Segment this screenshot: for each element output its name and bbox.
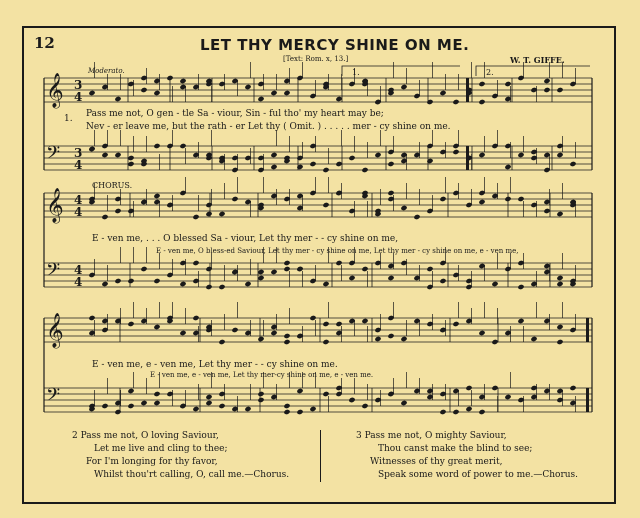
note-head: [400, 400, 407, 406]
note-head: [452, 409, 459, 415]
note-head: [205, 284, 212, 290]
note-head: [244, 406, 251, 412]
note-head: [127, 278, 134, 284]
note-head: [166, 75, 173, 81]
chorus-alto-lyric-2: E - ven me, e - ven me, Let thy mer-cy shine on me, e - ven me.: [150, 371, 374, 379]
chorus-label: CHORUS.: [92, 181, 133, 190]
time-signature-bottom: 4: [74, 90, 83, 104]
note-head: [478, 330, 485, 336]
note-head: [400, 84, 407, 90]
note-head: [257, 269, 264, 275]
note-head: [218, 211, 225, 217]
note-head: [257, 96, 264, 102]
verse-2: [72, 430, 289, 482]
note-head: [114, 96, 121, 102]
note-head: [491, 281, 498, 287]
final-bar: [586, 318, 589, 342]
note-head: [270, 152, 277, 158]
note-head: [426, 158, 433, 164]
note-head: [452, 99, 459, 105]
hymn-title: LET THY MERCY SHINE ON ME.: [200, 36, 470, 54]
note-head: [296, 409, 303, 415]
note-head: [478, 152, 485, 158]
note-head: [153, 324, 160, 330]
note-head: [556, 339, 563, 345]
note-head: [270, 269, 277, 275]
note-head: [270, 90, 277, 96]
note-head: [205, 211, 212, 217]
lyric-line-1b: Nev - er leave me, but the rath - er Let thy ( Omit. ) . . . . . mer - cy shine on me.: [86, 122, 451, 132]
note-head: [114, 152, 121, 158]
note-head: [192, 260, 199, 266]
note-head: [257, 397, 264, 403]
note-head: [231, 196, 238, 202]
note-head: [374, 152, 381, 158]
treble-clef: 𝄞: [46, 188, 64, 223]
note-head: [439, 409, 446, 415]
note-head: [127, 403, 134, 409]
note-head: [556, 87, 563, 93]
note-head: [361, 318, 368, 324]
bass-clef: 𝄢: [46, 143, 61, 168]
note-head: [283, 90, 290, 96]
note-head: [205, 394, 212, 400]
bass-clef: 𝄢: [46, 385, 61, 410]
lyric-line-1a: Pass me not, O gen - tle Sa - viour, Sin - ful tho' my heart may be;: [86, 109, 384, 119]
note-head: [335, 161, 342, 167]
note-head: [179, 78, 186, 84]
note-head: [335, 96, 342, 102]
note-head: [517, 152, 524, 158]
note-head: [283, 409, 290, 415]
final-bar: [586, 388, 589, 412]
note-head: [387, 161, 394, 167]
note-head: [452, 149, 459, 155]
note-head: [153, 391, 160, 397]
note-head: [478, 199, 485, 205]
note-head: [387, 333, 394, 339]
verse-3: [356, 430, 578, 482]
note-head: [387, 275, 394, 281]
note-head: [192, 315, 199, 321]
note-head: [504, 196, 511, 202]
verse-2-line-3: For I'm longing for thy favor,: [86, 457, 218, 467]
note-head: [413, 214, 420, 220]
treble-clef: 𝄞: [46, 73, 64, 108]
note-head: [478, 81, 485, 87]
verse-3-line-4: Speak some word of power to me.—Chorus.: [378, 470, 579, 480]
note-head: [543, 87, 550, 93]
note-head: [283, 339, 290, 345]
note-head: [153, 90, 160, 96]
note-head: [543, 78, 550, 84]
note-head: [426, 99, 433, 105]
note-head: [517, 284, 524, 290]
note-head: [322, 339, 329, 345]
time-signature-bottom: 4: [74, 205, 83, 219]
verse-3-line-1: Pass me not, O mighty Saviour,: [364, 431, 507, 441]
note-head: [569, 385, 576, 391]
note-head: [270, 164, 277, 170]
note-head: [556, 275, 563, 281]
note-head: [257, 336, 264, 342]
note-head: [374, 336, 381, 342]
note-head: [322, 321, 329, 327]
note-head: [309, 406, 316, 412]
scripture-reference: [Text: Rom. x, 13.]: [283, 55, 349, 63]
note-head: [309, 161, 316, 167]
note-head: [504, 164, 511, 170]
treble-clef: 𝄞: [46, 313, 64, 348]
second-ending-label: 2.: [486, 68, 494, 77]
note-head: [517, 318, 524, 324]
note-head: [556, 281, 563, 287]
note-head: [296, 388, 303, 394]
note-head: [88, 90, 95, 96]
note-head: [400, 205, 407, 211]
note-head: [504, 394, 511, 400]
note-head: [322, 281, 329, 287]
verse-3-number: 3: [356, 431, 362, 441]
time-signature-top: 3: [74, 146, 83, 160]
note-head: [556, 324, 563, 330]
note-head: [127, 321, 134, 327]
note-head: [257, 275, 264, 281]
note-head: [127, 161, 134, 167]
note-head: [192, 214, 199, 220]
verse-2-line-1: Pass me not, O loving Saviour,: [80, 431, 219, 441]
note-head: [114, 409, 121, 415]
note-head: [127, 155, 134, 161]
verse-number: 1.: [64, 114, 73, 124]
chorus-lyric-2: E - ven me, e - ven me, Let thy mer - - cy shine on me.: [92, 360, 338, 370]
note-head: [218, 339, 225, 345]
note-head: [140, 266, 147, 272]
note-head: [101, 152, 108, 158]
note-head: [153, 143, 160, 149]
note-head: [257, 391, 264, 397]
chorus-alto-lyric-1: E - ven me, O bless-ed Saviour, Let thy mer - cy shine on me, Let thy mer - cy shine on me, e - ven me,: [156, 247, 519, 255]
note-head: [530, 336, 537, 342]
chorus-lyric-1: E - ven me, . . . O blessed Sa - viour, Let thy mer - - cy shine on me,: [92, 234, 399, 244]
note-head: [569, 161, 576, 167]
note-head: [244, 84, 251, 90]
composer-credit: W. T. GIFFE.: [510, 55, 565, 65]
verse-2-line-2: Let me live and cling to thee;: [94, 444, 228, 454]
verse-3-line-3: Witnesses of thy great merit,: [370, 457, 503, 467]
note-head: [556, 152, 563, 158]
note-head: [140, 400, 147, 406]
time-signature-bottom: 4: [74, 158, 83, 172]
note-head: [491, 339, 498, 345]
page-number: 12: [34, 34, 55, 52]
note-head: [140, 87, 147, 93]
note-head: [218, 403, 225, 409]
note-head: [101, 214, 108, 220]
note-head: [348, 397, 355, 403]
note-head: [348, 275, 355, 281]
note-head: [114, 208, 121, 214]
note-head: [322, 202, 329, 208]
note-head: [192, 406, 199, 412]
note-head: [244, 281, 251, 287]
note-head: [543, 208, 550, 214]
note-head: [283, 260, 290, 266]
note-head: [322, 167, 329, 173]
note-head: [179, 281, 186, 287]
first-ending-label: 1.: [352, 68, 360, 77]
note-head: [88, 146, 95, 152]
note-head: [439, 196, 446, 202]
note-head: [114, 278, 121, 284]
note-head: [439, 278, 446, 284]
note-head: [400, 336, 407, 342]
tempo-marking: Moderato.: [88, 67, 125, 75]
note-head: [153, 400, 160, 406]
note-head: [556, 211, 563, 217]
time-signature-top: 4: [74, 193, 83, 207]
first-ending-bracket: [342, 66, 460, 76]
time-signature-bottom: 4: [74, 275, 83, 289]
note-head: [231, 327, 238, 333]
note-head: [101, 403, 108, 409]
note-head: [283, 333, 290, 339]
note-head: [439, 90, 446, 96]
note-head: [101, 281, 108, 287]
note-head: [361, 167, 368, 173]
note-head: [478, 99, 485, 105]
verse-divider: [320, 430, 321, 482]
note-head: [478, 409, 485, 415]
note-head: [205, 400, 212, 406]
note-head: [270, 330, 277, 336]
note-head: [153, 278, 160, 284]
bass-clef: 𝄢: [46, 260, 61, 285]
time-signature-top: 3: [74, 78, 83, 92]
time-signature-top: 4: [74, 263, 83, 277]
note-head: [283, 403, 290, 409]
note-head: [361, 403, 368, 409]
verse-2-line-4: Whilst thou'rt calling, O, call me.—Chorus.: [94, 470, 290, 480]
verse-2-number: 2: [72, 431, 78, 441]
note-head: [348, 155, 355, 161]
note-head: [465, 406, 472, 412]
note-head: [218, 284, 225, 290]
note-head: [179, 330, 186, 336]
note-head: [127, 388, 134, 394]
note-head: [153, 193, 160, 199]
note-head: [452, 321, 459, 327]
verse-3-line-2: Thou canst make the blind to see;: [378, 444, 533, 454]
note-head: [491, 385, 498, 391]
note-head: [296, 164, 303, 170]
